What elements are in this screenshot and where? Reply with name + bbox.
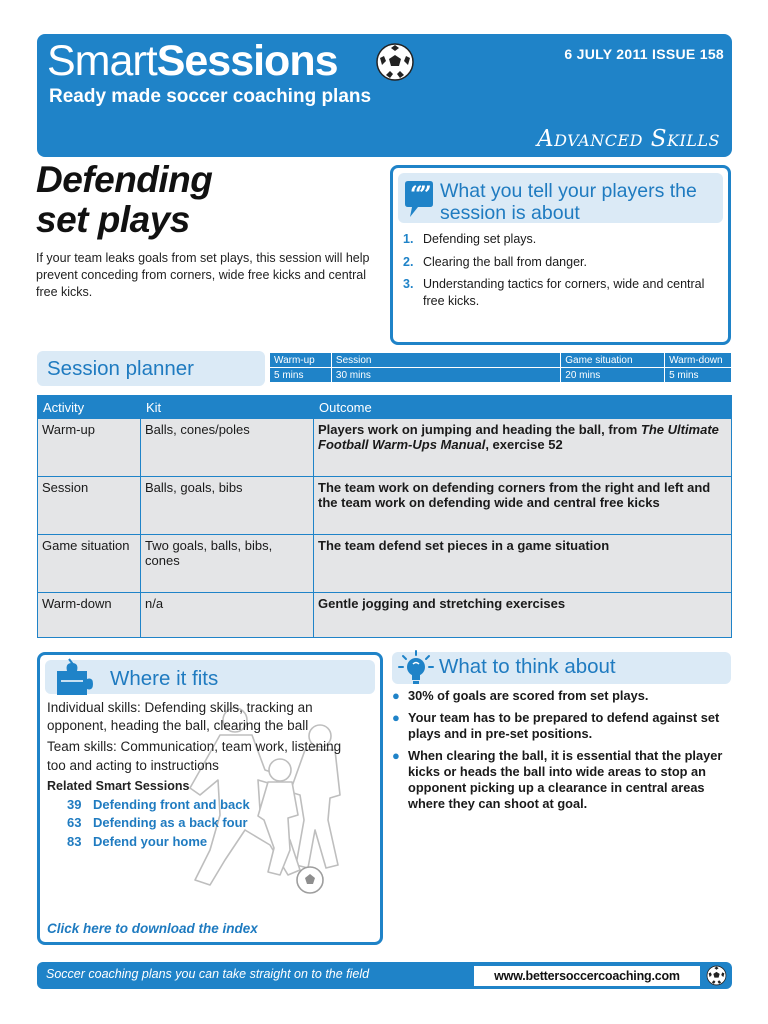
tell-players-title: What you tell your players the session is about [440,180,697,225]
intro-text: If your team leaks goals from set plays, this session will help prevent conceding from corners, wide free kicks and central free kicks. [36,251,370,299]
soccer-ball-icon [706,965,727,986]
kit-cell: Two goals, balls, bibs, cones [141,535,314,593]
phase-time: 20 mins [561,368,665,383]
list-text: 30% of goals are scored from set plays. [408,688,649,703]
activity-cell: Session [38,477,141,535]
think-about-list [392,688,732,818]
page-title-line1: Defending [36,159,213,200]
list-item [392,710,732,742]
think-about-heading [392,652,731,684]
phase-time: 30 mins [331,368,560,383]
svg-text:”: ” [419,182,432,208]
jigsaw-piece-icon [53,657,93,697]
where-it-fits-box [37,652,383,945]
list-number: 1. [403,232,414,246]
kit-cell: Balls, goals, bibs [141,477,314,535]
outcome-text: , exercise 52 [485,436,563,452]
activity-cell: Warm-down [38,593,141,638]
related-session-number: 63 [67,815,82,831]
lightbulb-icon [398,650,434,686]
outcome-text: Players work on jumping and heading the ball, from [318,422,641,437]
outcome-cell: The team defend set pieces in a game situation [314,535,732,593]
related-session-link[interactable] [67,814,347,832]
outcome-cell [314,419,732,477]
page-title-line2: set plays [36,198,190,240]
soccer-ball-icon [375,42,415,82]
table-row [38,419,732,477]
related-session-link[interactable] [67,833,347,851]
outcome-cell: The team work on defending corners from the right and left and the team work on defending wide and central free kicks [314,477,732,535]
related-session-title: Defend your home [93,833,208,849]
related-sessions-list [67,796,347,851]
list-text: Your team has to be prepared to defend against set plays and in pre-set positions. [408,710,720,742]
list-text: Understanding tactics for corners, wide and central free kicks. [423,277,705,308]
tell-players-list [403,231,723,315]
session-timing-table [269,352,732,383]
book-title-link[interactable]: The Ultimate Football Warm-Ups Manual [318,422,719,452]
download-index-link[interactable]: Click here to download the index [47,921,258,936]
activity-cell: Warm-up [38,419,141,477]
where-it-fits-heading [45,660,375,694]
list-text: When clearing the ball, it is essential that the player kicks or heads the ball into wide areas to stop an opponent picking up a clearance in central areas where they can shoot at goal. [408,748,723,812]
brand-sessions: Sessions [156,37,338,85]
footer-bar [37,962,732,989]
where-it-fits-body [47,699,347,851]
phase-time: 5 mins [270,368,332,383]
list-item [392,748,732,812]
phase-label: Session [331,353,560,368]
speech-bubble-icon [402,180,436,220]
table-row [38,477,732,535]
column-header: Kit [141,396,314,419]
activity-table [37,395,732,638]
list-number: 2. [403,254,414,269]
list-text: Defending set plays. [423,232,537,246]
bullet-icon: ● [392,748,400,764]
list-item [403,254,723,271]
related-session-title: Defending as a back four [93,815,248,831]
website-link[interactable]: www.bettersoccercoaching.com [474,966,700,986]
issue-date: 6 JULY 2011 ISSUE 158 [564,46,724,62]
list-number: 3. [403,277,414,291]
list-text: Clearing the ball from danger. [423,254,587,269]
related-session-number: 83 [67,833,82,849]
phase-label: Warm-up [270,353,332,368]
page-title [36,160,366,240]
header-banner [37,34,732,157]
kit-cell: Balls, cones/poles [141,419,314,477]
session-planner-title: Session planner [47,357,195,380]
footer-tagline: Soccer coaching plans you can take straight on to the field [46,967,370,981]
tell-players-heading [398,173,723,223]
related-session-title: Defending front and back [93,796,250,812]
activity-cell: Game situation [38,535,141,593]
phase-label: Game situation [561,353,665,368]
list-item [403,276,723,309]
brand-smart: Smart [47,37,157,85]
session-planner-heading [37,351,265,386]
team-skills-text: Team skills: Communication, team work, listening too and acting to instructions [47,739,342,773]
related-session-number: 39 [67,796,82,812]
related-sessions-title: Related Smart Sessions [47,778,190,793]
column-header: Activity [38,396,141,419]
table-row [38,535,732,593]
related-session-link[interactable] [67,796,347,814]
category-label: Advanced Skills [537,126,720,152]
table-row [38,593,732,638]
think-about-title: What to think about [439,655,616,678]
header-tagline: Ready made soccer coaching plans [49,86,372,107]
outcome-cell: Gentle jogging and stretching exercises [314,593,732,638]
phase-time: 5 mins [665,368,732,383]
tell-players-box [390,165,731,345]
brand-logo-text [47,37,338,85]
bullet-icon: ● [392,710,400,726]
bullet-icon: ● [392,688,400,703]
kit-cell: n/a [141,593,314,638]
list-item [403,231,723,248]
where-it-fits-title: Where it fits [110,667,219,690]
individual-skills-text: Individual skills: Defending skills, tracking an opponent, heading the ball, clearing the ball [47,700,313,734]
svg-text:“: “ [410,182,423,208]
phase-label: Warm-down [665,353,732,368]
list-item [392,688,732,704]
column-header: Outcome [314,396,732,419]
